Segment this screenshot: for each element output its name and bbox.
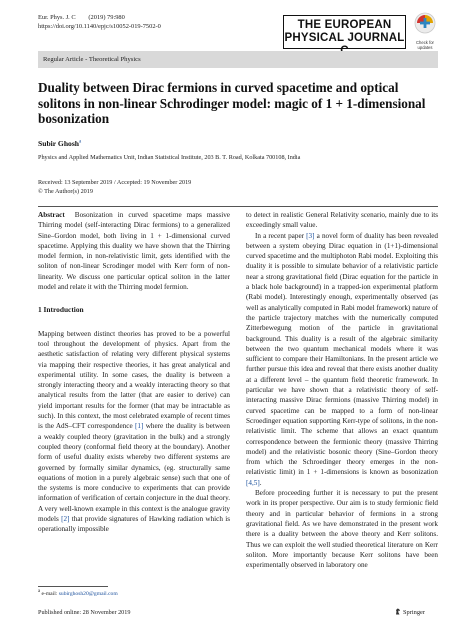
journal-name-line2: PHYSICAL JOURNAL	[284, 31, 405, 44]
publisher-name: Springer	[403, 609, 426, 616]
crossmark-icon	[414, 12, 436, 34]
introduction-paragraph-continued: to detect in realistic General Relativity scenario, mainly due to its exceedingly small value.	[246, 211, 438, 230]
affiliation: Physics and Applied Mathematics Unit, Indian Statistical Institute, 203 B. T. Road, Kolkata 700108, India	[38, 154, 301, 161]
copyright-notice: © The Author(s) 2019	[38, 187, 93, 195]
author-marker[interactable]: a	[79, 139, 82, 145]
introduction-paragraph-3: Before proceeding further it is necessary to put the present work in its proper perspective. Our aim is to study fermionic field theory and in particular behavior of fermions in a strong gravitational field. As we have demonstrated in the present work there is a duality between the above theory and Kerr solitons. Thus we can exploit the well studied theoretical literature on Kerr soliton. More importantly because Kerr solitons have been experimentally observed in laboratory one	[246, 489, 438, 570]
footnote	[38, 589, 118, 597]
citation-link[interactable]: [3]	[306, 231, 315, 240]
crossmark-badge[interactable]	[412, 12, 438, 50]
journal-reference	[38, 14, 161, 31]
author-name: Subir Ghosh	[38, 139, 80, 148]
journal-name-line1: THE EUROPEAN	[297, 19, 392, 31]
footnote-marker: a	[38, 589, 41, 594]
citation-link[interactable]: [1]	[134, 422, 144, 431]
journal-citation: Eur. Phys. J. C (2019) 79:980	[38, 14, 125, 21]
footnote-divider	[38, 586, 108, 587]
citation-link[interactable]: [4,5]	[246, 478, 260, 487]
abstract	[38, 210, 230, 292]
paper-title: Duality between Dirac fermions in curved spacetime and optical solitons in non-linear Schrodinger model: magic of 1 + 1-dimensional bosonization	[38, 80, 426, 127]
journal-logo	[283, 15, 406, 49]
introduction-paragraph-2: In a recent paper [3] a novel form of duality has been revealed between a system obeying Dirac equation in (1+1)-dimensional curved spacetime and the multiphoton Rabi model. Exploiting this duality it is possible to simulate behavior of a relativistic particle near a strong gravitational field (Dirac equation for the particle in a black hole background) in a trapped-ion experimental platform (Rabi model). Interestingly enough, experimentally observed (as well as analytically computed in Rabi model framework) nature of the particle trajectory matches with the numerically computed Zitterbewegung motion of the particle in gravitational background. This duality is a result of the algebraic similarity between the two quantum mechanical models where it was sufficient to compare their Hamiltonians. In the present article we further pursue this idea and reveal that there exists another duality at a different level – the quantum field theoretic framework. In particular we have shown that a relativistic theory of self-interacting massive Dirac fermions (massive Thirring model) in curved spacetime can be mapped to a form of non-linear Scroedinger equation supporting Kerr-type of solitons, in the non-relativistic limit. The scheme that allows an exact quantum correspondence between the fermionic theory (massive Thirring model) and the relativistic bosonic theory (Sine–Gordon theory from which the Schroedinger theory emerges in the non-relativistic limit) in 1 + 1-dimensions is known as bosonization [4,5].	[246, 231, 438, 487]
left-column	[38, 210, 230, 535]
article-type-band: Regular Article - Theoretical Physics	[38, 51, 438, 68]
received-accepted-dates: Received: 13 September 2019 / Accepted: 19 November 2019	[38, 179, 192, 186]
author	[38, 139, 81, 148]
abstract-text: Bosonization in curved spacetime maps massive Thirring model (self-interacting Dirac fermions) to a generalized Sine–Gordon model, both living in 1 + 1-dimensional curved spacetime. Applying this duality we have shown that the Thirring model fermion, in non-relativistic limit, gets identified with the soliton of non-linear Scrodinger model with Kerr form of non-linearity. We discuss one particular optical soliton in the latter model and relate it with the Thirring model fermion.	[38, 211, 230, 292]
section-heading-introduction: 1 Introduction	[38, 305, 84, 315]
crossmark-label: Check for updates	[416, 40, 434, 50]
header-divider	[38, 206, 438, 207]
published-date: Published online: 28 November 2019	[38, 609, 131, 616]
abstract-label: Abstract	[38, 211, 65, 219]
introduction-paragraph-1: Mapping between distinct theories has proved to be a powerful tool throughout the development of physics. Apart from the aesthetic satisfaction of relating very different physical systems via mapping their respective theories, it has great analytical and experimental utility. In some cases, the duality is between a strongly interacting theory and a weakly interacting theory so that analytical results from the latter (that are easier to derive) can yield important results for the former (that may be intractable as such). In this context, the most celebrated example of recent times is the AdS–CFT correspondence [1] where the duality is between a weakly coupled theory (gravitation in the bulk) and a strongly coupled theory (conformal field theory at the boundary). Another form of useful duality exists whereby two different systems are governed by formally similar dynamics, (eg. structurally same equations of motion in a purely algebraic sense) such that one of the systems is more conducive to experiments that can provide information of verification of certain conjecture in the dual theory. A very well-known example in this context is the analogue gravity models [2] that provide signatures of Hawking radiation which is operationally impossible	[38, 329, 231, 534]
author-email-link[interactable]: subirghosh20@gmail.com	[58, 590, 118, 597]
right-column	[246, 210, 438, 570]
springer-horse-icon	[395, 608, 401, 615]
footnote-prefix: e-mail:	[41, 590, 59, 597]
citation-link[interactable]: [2]	[61, 515, 70, 524]
publisher-logo	[395, 608, 425, 616]
article-dates	[38, 179, 191, 196]
doi-link[interactable]: https://doi.org/10.1140/epjc/s10052-019-7502-0	[38, 22, 161, 30]
